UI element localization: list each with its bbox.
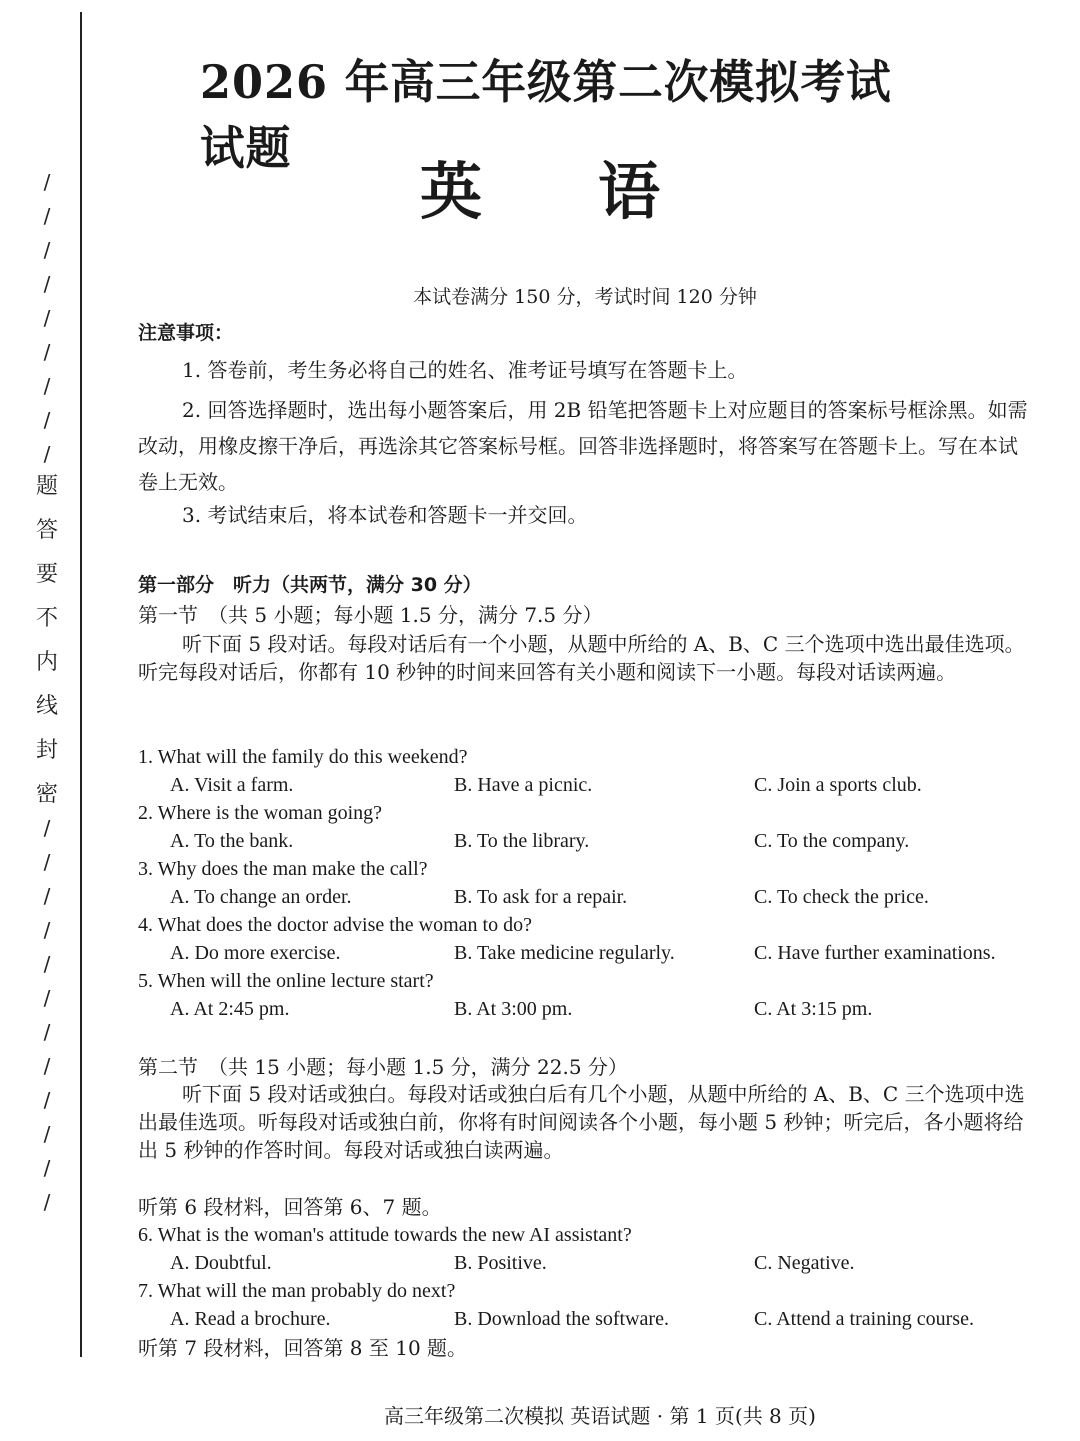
option-c: C. Have further examinations. [754,942,996,964]
subject-char-2: 语 [598,155,661,228]
seal-slash: / [43,408,51,432]
material-6-heading: 听第 6 段材料，回答第 6、7 题。 [138,1195,442,1219]
option-b: B. Download the software. [454,1308,669,1330]
seal-slash: / [43,442,51,466]
question-item [138,1277,1038,1333]
notice-heading: 注意事项： [138,322,234,344]
seal-char: 线 [35,694,58,719]
question-options [138,995,1038,1023]
option-a: A. To the bank. [170,830,294,852]
question-options [138,771,1038,799]
seal-slash: / [43,1122,51,1146]
seal-slash: / [43,952,51,976]
seal-slash: / [43,170,51,194]
option-a: A. Doubtful. [170,1252,272,1274]
option-b: B. To the library. [454,830,590,852]
question-options [138,1249,1038,1277]
option-b: B. At 3:00 pm. [454,998,573,1020]
seal-slash: / [43,816,51,840]
seal-slash: / [43,1190,51,1214]
option-a: A. Visit a farm. [170,774,294,796]
seal-slash: / [43,238,51,262]
section1-instructions: 听下面 5 段对话。每段对话后有一个小题，从题中所给的 A、B、C 三个选项中选出最佳选项。听完每段对话后，你都有 10 秒钟的时间来回答有关小题和阅读下一小题。每段对话读两遍。 [138,632,1025,684]
option-c: C. Attend a training course. [754,1308,974,1330]
score-info: 本试卷满分 150 分，考试时间 120 分钟 [413,286,757,308]
question-options [138,883,1038,911]
notice-item-3: 3. 考试结束后，将本试卷和答题卡一并交回。 [182,503,588,527]
question-stem: 5. When will the online lecture start? [138,970,434,992]
seal-char: 密 [35,782,58,807]
seal-slash: / [43,1088,51,1112]
question-stem: 2. Where is the woman going? [138,802,383,824]
option-b: B. Have a picnic. [454,774,593,796]
seal-char: 内 [35,650,58,675]
section2-instructions: 听下面 5 段对话或独白。每段对话或独白后有几个小题，从题中所给的 A、B、C 三个选项中选出最佳选项。听每段对话或独白前，你将有时间阅读各个小题，每小题 5 秒钟；听完后，各小题将给出 5 秒钟的作答时间。每段对话或独白读两遍。 [138,1082,1025,1162]
option-c: C. Negative. [754,1252,855,1274]
question-options [138,1305,1038,1333]
question-stem: 1. What will the family do this weekend? [138,746,468,768]
option-c: C. At 3:15 pm. [754,998,873,1020]
subject-char-1: 英 [419,155,482,228]
question-item [138,1221,1038,1277]
seal-slash: / [43,340,51,364]
question-options [138,939,1038,967]
material-7-heading: 听第 7 段材料，回答第 8 至 10 题。 [138,1336,468,1360]
question-item [138,967,1038,1023]
seal-slash: / [43,1156,51,1180]
question-list-1-5 [138,743,1038,1023]
seal-slash: / [43,850,51,874]
question-item [138,743,1038,799]
question-stem: 7. What will the man probably do next? [138,1280,456,1302]
option-a: A. Read a brochure. [170,1308,331,1330]
option-a: A. At 2:45 pm. [170,998,290,1020]
option-a: A. Do more exercise. [170,942,341,964]
part1-heading: 第一部分 听力（共两节，满分 30 分） [138,574,482,596]
question-options [138,827,1038,855]
notice-item-1: 1. 答卷前，考生务必将自己的姓名、准考证号填写在答题卡上。 [182,358,748,382]
question-item [138,799,1038,855]
seal-slash: / [43,374,51,398]
seal-char: 题 [35,474,58,499]
option-c: C. Join a sports club. [754,774,922,796]
seal-text [36,474,58,808]
seal-slash: / [43,306,51,330]
option-b: B. Positive. [454,1252,547,1274]
question-stem: 6. What is the woman's attitude towards the new AI assistant? [138,1224,632,1246]
question-stem: 3. Why does the man make the call? [138,858,428,880]
question-item [138,911,1038,967]
option-a: A. To change an order. [170,886,352,908]
seal-slash: / [43,204,51,228]
section1-heading: 第一节 （共 5 小题；每小题 1.5 分，满分 7.5 分） [138,603,603,627]
seal-char: 要 [35,562,58,587]
seal-char: 答 [35,518,58,543]
question-stem: 4. What does the doctor advise the woman to do? [138,914,532,936]
seal-slash: / [43,884,51,908]
section2-heading: 第二节 （共 15 小题；每小题 1.5 分，满分 22.5 分） [138,1055,628,1079]
seal-char: 封 [35,738,58,763]
subject-title [0,142,1080,231]
seal-slash: / [43,1054,51,1078]
seal-margin [30,170,64,1214]
notice-item-2: 2. 回答选择题时，选出每小题答案后，用 2B 铅笔把答题卡上对应题目的答案标号框涂黑。如需改动，用橡皮擦干净后，再选涂其它答案标号框。回答非选择题时，将答案写在答题卡上。写在本试卷上无效。 [138,398,1028,494]
option-b: B. To ask for a repair. [454,886,628,908]
seal-char: 不 [35,606,58,631]
seal-slash: / [43,1020,51,1044]
option-c: C. To check the price. [754,886,929,908]
seal-slashes-bottom [44,816,51,1214]
question-list-6-7 [138,1221,1038,1333]
option-c: C. To the company. [754,830,910,852]
page-footer: 高三年级第二次模拟 英语试题 · 第 1 页(共 8 页) [384,1404,816,1428]
seal-slash: / [43,986,51,1010]
seal-slash: / [43,272,51,296]
seal-slash: / [43,918,51,942]
question-item [138,855,1038,911]
option-b: B. Take medicine regularly. [454,942,675,964]
exam-title: 2026 年高三年级第二次模拟考试试题 [200,55,892,175]
